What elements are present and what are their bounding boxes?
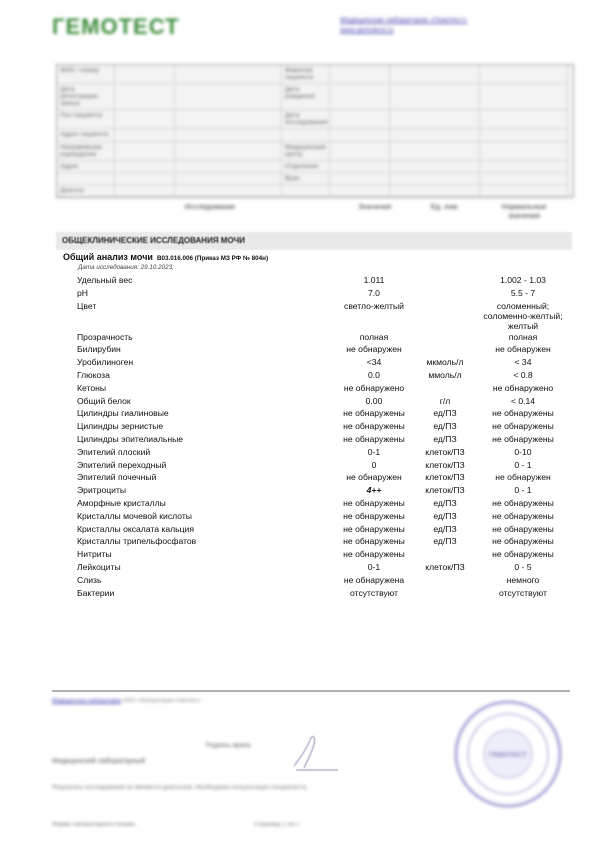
result-unit: ед/ПЗ <box>433 434 457 444</box>
result-unit: ед/ПЗ <box>433 421 457 432</box>
column-value: Значение <box>358 202 392 211</box>
result-value: не обнаружены <box>343 523 405 534</box>
result-unit: клеток/ПЗ <box>425 446 465 457</box>
column-unit: Ед. изм. <box>430 202 460 211</box>
lab-link[interactable]: www.gemotest.ru <box>340 27 394 34</box>
patient-cell <box>282 129 330 141</box>
result-reference: < 34 <box>514 357 532 368</box>
result-reference: не обнаружено <box>492 382 554 393</box>
result-name: Бактерии <box>77 587 115 598</box>
patient-cell <box>175 173 282 185</box>
result-reference: 0 - 5 <box>514 562 532 572</box>
result-value: 0-1 <box>367 562 381 572</box>
result-value: не обнаружен <box>346 472 402 483</box>
result-name: Уробилиноген <box>77 357 134 368</box>
patient-cell <box>330 185 390 197</box>
patient-cell <box>390 65 480 84</box>
patient-cell: Пол пациента <box>57 110 115 129</box>
result-value: не обнаружено <box>343 382 405 393</box>
result-reference: < 0.8 <box>513 370 533 380</box>
patient-cell <box>480 161 568 173</box>
patient-cell <box>330 110 390 129</box>
result-value: не обнаружен <box>346 344 402 355</box>
patient-info-table <box>56 64 574 198</box>
patient-cell <box>480 84 568 110</box>
patient-cell <box>390 173 480 185</box>
signature-name: Подпись врача <box>205 742 251 749</box>
result-reference: не обнаружены <box>492 536 554 547</box>
patient-cell <box>390 110 480 129</box>
result-name: Прозрачность <box>77 331 133 342</box>
footer-lab-name: Медицинская лаборатория <box>52 698 122 704</box>
result-unit: ммоль/л <box>428 370 462 380</box>
patient-cell <box>330 161 390 173</box>
result-name: Кристаллы трипельфосфатов <box>77 536 197 547</box>
patient-cell <box>282 185 330 197</box>
patient-cell: ФИО / номер <box>57 65 115 84</box>
patient-cell <box>115 185 175 197</box>
result-name: Кристаллы оксалата кальция <box>77 523 195 534</box>
result-value: 4++ <box>366 485 382 496</box>
result-unit: клеток/ПЗ <box>425 472 465 483</box>
analysis-date: Дата исследования: 29.10.2023; <box>78 264 174 271</box>
result-value: не обнаружены <box>343 536 405 547</box>
patient-cell: Отделение <box>282 161 330 173</box>
patient-cell <box>115 161 175 173</box>
lab-stamp <box>452 698 564 810</box>
result-reference: < 0.14 <box>510 395 536 406</box>
result-unit: ед/ПЗ <box>433 408 457 419</box>
result-unit: г/л <box>439 395 451 406</box>
result-name: Аморфные кристаллы <box>77 498 166 508</box>
patient-cell <box>115 65 175 84</box>
patient-cell <box>175 110 282 129</box>
result-unit: мкмоль/л <box>426 357 464 368</box>
result-value: 0-1 <box>367 446 381 457</box>
result-name: Эритроциты <box>77 485 127 496</box>
result-unit: ед/ПЗ <box>433 536 457 547</box>
patient-cell <box>390 185 480 197</box>
patient-cell <box>330 142 390 161</box>
patient-cell <box>57 173 115 185</box>
patient-cell <box>175 129 282 141</box>
result-value: не обнаружены <box>343 421 405 432</box>
lab-info-text: Медицинская лаборатория «Гемотест» <box>340 17 468 24</box>
column-headers <box>0 198 600 222</box>
result-reference: 5.5 - 7 <box>510 287 536 298</box>
result-reference: соломенный; соломенно-желтый; желтый <box>483 300 563 331</box>
result-name: Цилиндры эпителиальные <box>77 434 184 444</box>
result-name: Эпителий почечный <box>77 472 157 483</box>
result-reference: не обнаружен <box>495 472 551 483</box>
result-reference: не обнаружены <box>492 510 554 521</box>
patient-cell <box>175 84 282 110</box>
result-value: не обнаружены <box>343 408 405 419</box>
result-reference: немного <box>506 574 540 585</box>
patient-cell: Дата регистрации заказа <box>57 84 115 110</box>
patient-cell <box>480 65 568 84</box>
form-code: Форма лабораторного бланка <box>52 822 135 828</box>
result-reference: не обнаружены <box>492 421 554 432</box>
patient-cell <box>115 142 175 161</box>
patient-cell <box>115 129 175 141</box>
patient-cell <box>390 129 480 141</box>
patient-cell <box>330 84 390 110</box>
result-name: Нитриты <box>77 549 112 560</box>
result-unit: ед/ПЗ <box>433 523 457 534</box>
patient-cell <box>330 65 390 84</box>
result-unit: клеток/ПЗ <box>425 459 465 470</box>
result-reference: 1.002 - 1.03 <box>500 275 546 285</box>
result-reference: полная <box>508 331 538 342</box>
patient-cell <box>330 129 390 141</box>
patient-cell: Фамилия пациента <box>282 65 330 84</box>
result-name: Эпителий переходный <box>77 459 167 470</box>
patient-cell <box>480 129 568 141</box>
patient-cell <box>390 161 480 173</box>
patient-cell: Медицинский центр <box>282 142 330 161</box>
result-reference: 0-10 <box>514 446 532 457</box>
result-value: не обнаружены <box>343 498 405 508</box>
result-value: отсутствуют <box>350 587 398 598</box>
company-logo: ГЕМОТЕСТ <box>52 14 180 39</box>
patient-cell <box>480 110 568 129</box>
result-name: Цилиндры зернистые <box>77 421 164 432</box>
result-name: Лейкоциты <box>77 562 121 572</box>
result-reference: 0 - 1 <box>514 485 532 496</box>
result-unit: ед/ПЗ <box>433 498 457 508</box>
result-name: Глюкоза <box>77 370 110 380</box>
signature-mark <box>286 728 346 776</box>
result-value: 0.0 <box>368 370 380 380</box>
result-reference: не обнаружены <box>492 549 554 560</box>
column-reference: Нормальные значения <box>501 202 547 220</box>
result-reference: 0 - 1 <box>514 459 532 470</box>
result-unit: ед/ПЗ <box>433 510 457 521</box>
footer-lab-info <box>52 698 392 704</box>
patient-cell <box>115 84 175 110</box>
result-value: 7.0 <box>368 287 380 298</box>
disclaimer-note: Результаты исследований не являются диагнозом. Необходима консультация специалиста. <box>52 785 308 791</box>
patient-cell <box>480 185 568 197</box>
patient-cell <box>390 84 480 110</box>
analysis-name: Общий анализ мочи <box>63 252 153 262</box>
stamp-text: ГЕМОТЕСТ <box>488 752 528 759</box>
footer-divider <box>52 690 570 692</box>
analysis-title <box>63 252 268 262</box>
page-number: Страница 1 из 1 <box>254 822 299 828</box>
result-reference: не обнаружен <box>495 344 551 355</box>
patient-cell <box>330 173 390 185</box>
result-name: Цвет <box>77 300 97 311</box>
result-value: 0.00 <box>365 395 383 406</box>
result-name: Цилиндры гиалиновые <box>77 408 169 419</box>
patient-cell <box>115 110 175 129</box>
result-reference: не обнаружены <box>492 408 554 419</box>
result-name: Кетоны <box>77 382 107 393</box>
section-title: ОБЩЕКЛИНИЧЕСКИЕ ИССЛЕДОВАНИЯ МОЧИ <box>56 232 572 250</box>
result-name: Билирубин <box>77 344 121 355</box>
patient-cell: Диагноз <box>57 185 115 197</box>
result-value: полная <box>359 331 389 342</box>
patient-cell <box>175 142 282 161</box>
result-value: светло-желтый <box>344 300 404 311</box>
patient-cell: Дата рождения <box>282 84 330 110</box>
patient-cell <box>175 185 282 197</box>
result-name: Удельный вес <box>77 275 133 285</box>
result-name: Эпителий плоский <box>77 446 151 457</box>
result-value: не обнаружена <box>343 574 405 585</box>
patient-cell: Врач <box>282 173 330 185</box>
patient-cell: Адрес пациента <box>57 129 115 141</box>
result-value: не обнаружены <box>343 510 405 521</box>
result-reference: не обнаружены <box>492 434 554 444</box>
patient-cell <box>175 65 282 84</box>
result-value: 1.011 <box>363 275 385 285</box>
patient-cell: Адрес <box>57 161 115 173</box>
result-name: Общий белок <box>77 395 131 406</box>
analysis-code: B03.016.006 (Приказ МЗ РФ № 804н) <box>156 255 269 262</box>
signature-label: Медицинский лабораторный <box>52 758 145 765</box>
result-value: не обнаружены <box>343 549 405 560</box>
footer-lab-address: ООО «Лаборатория Гемотест» <box>122 698 202 704</box>
result-reference: отсутствуют <box>499 587 547 598</box>
result-unit: клеток/ПЗ <box>425 485 465 496</box>
result-name: Кристаллы мочевой кислоты <box>77 510 192 521</box>
patient-cell <box>480 142 568 161</box>
patient-cell: Дата исследования <box>282 110 330 129</box>
patient-cell: Направившее учреждение <box>57 142 115 161</box>
patient-cell <box>175 161 282 173</box>
column-research: Исследование <box>184 202 236 211</box>
result-reference: не обнаружены <box>492 498 554 508</box>
result-value: не обнаружены <box>343 434 405 444</box>
patient-cell <box>480 173 568 185</box>
result-name: Слизь <box>77 574 102 585</box>
result-value: 0 <box>371 459 377 470</box>
patient-cell <box>390 142 480 161</box>
result-value: <34 <box>366 357 382 368</box>
result-name: pH <box>77 287 88 298</box>
result-reference: не обнаружены <box>492 523 554 534</box>
patient-cell <box>115 173 175 185</box>
result-unit: клеток/ПЗ <box>425 562 465 572</box>
lab-info <box>340 16 570 36</box>
